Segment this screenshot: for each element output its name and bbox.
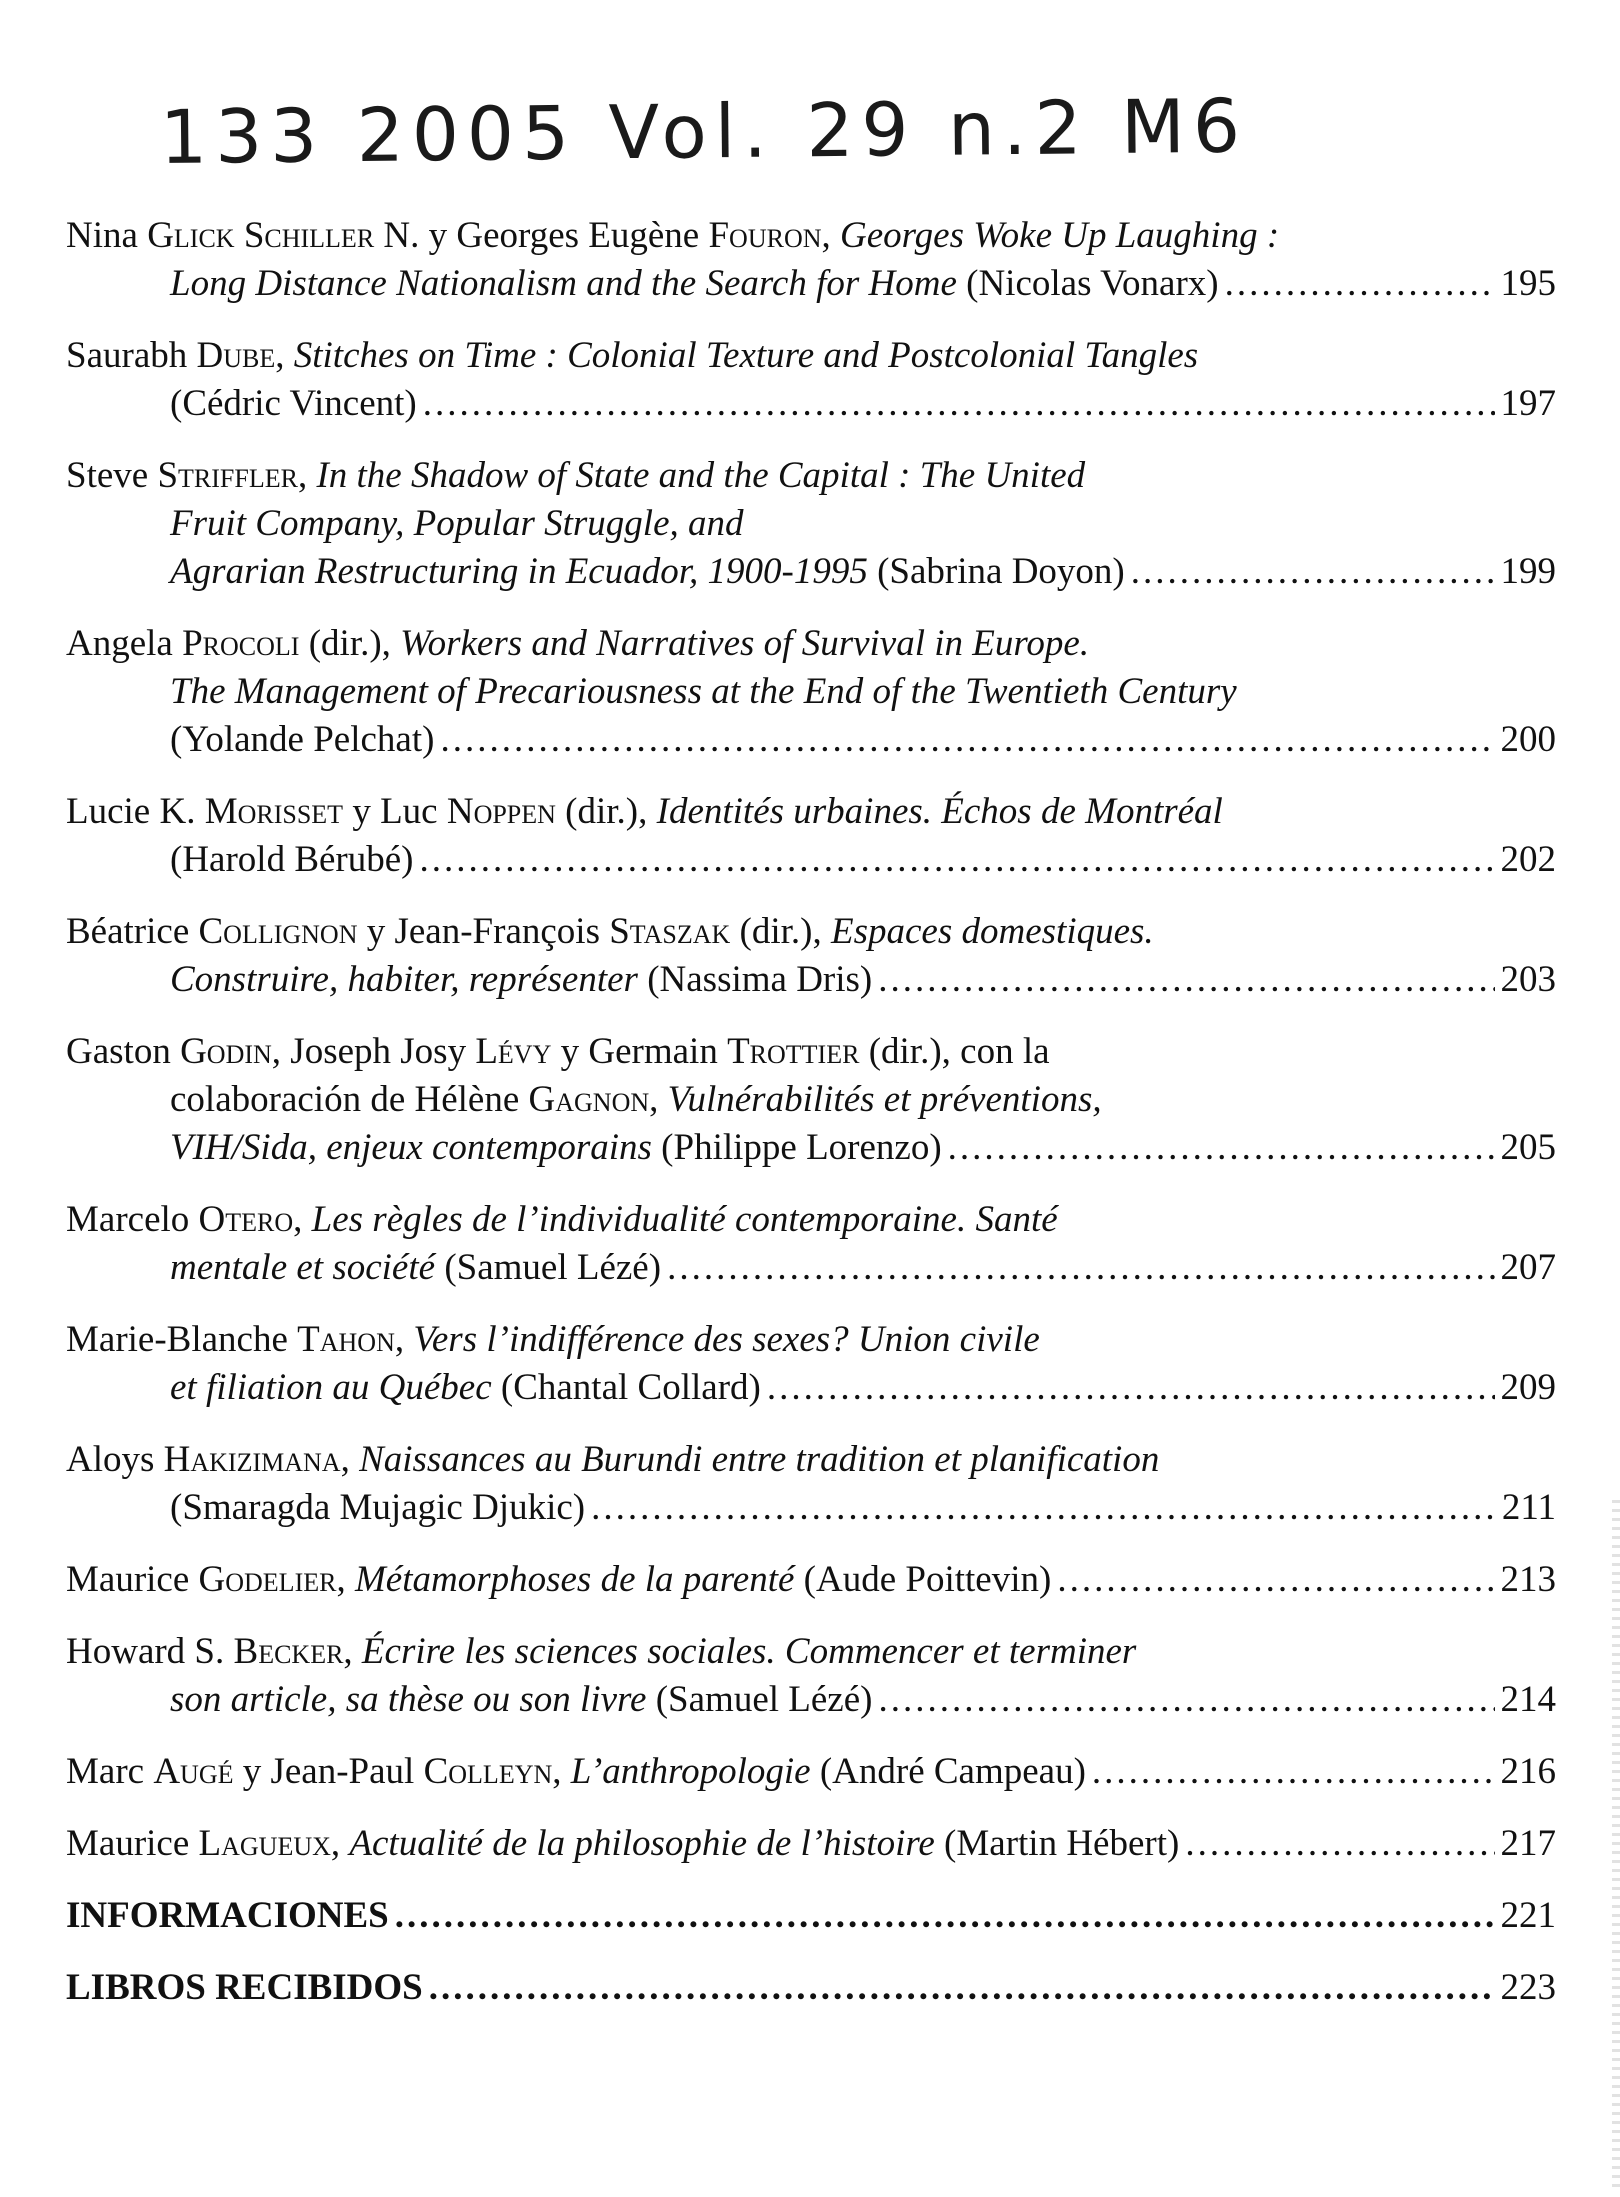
- page-number: 223: [1500, 1967, 1556, 2008]
- toc-entry-line: Saurabh Dube, Stitches on Time : Colonial Texture and Postcolonial Tangles: [66, 335, 1199, 376]
- reviewer: (Smaragda Mujagic Djukic): [170, 1487, 586, 1528]
- toc-entry-line: Marcelo Otero, Les règles de l’individualité contemporaine. Santé: [66, 1199, 1058, 1240]
- dot-leader: [1092, 1748, 1495, 1796]
- page-number: 214: [1500, 1679, 1556, 1720]
- dot-leader: [440, 716, 1494, 764]
- book-title: Georges Woke Up Laughing :: [840, 215, 1280, 256]
- toc-entry-last-line: [66, 548, 1556, 596]
- reviewer: (Nassima Dris): [637, 959, 873, 1000]
- toc-entry-last-line: [66, 716, 1556, 764]
- reviewer: (Chantal Collard): [491, 1367, 761, 1408]
- page-number: 213: [1500, 1559, 1556, 1600]
- toc-entry-line: Angela Procoli (dir.), Workers and Narratives of Survival in Europe.: [66, 623, 1090, 664]
- section-label: INFORMACIONES: [66, 1895, 389, 1936]
- toc-entry-last-line: [66, 836, 1556, 884]
- toc-entry-line: Howard S. Becker, Écrire les sciences sociales. Commencer et terminer: [66, 1631, 1137, 1672]
- page-number: 202: [1500, 839, 1556, 880]
- book-title: Construire, habiter, représenter: [170, 959, 638, 1000]
- book-title: mentale et société: [170, 1247, 436, 1288]
- toc-entry[interactable]: [66, 332, 1556, 428]
- toc-entry-line: Marie-Blanche Tahon, Vers l’indifférence des sexes? Union civile: [66, 1319, 1040, 1360]
- toc-entry-line: Steve Striffler, In the Shadow of State and the Capital : The United: [66, 455, 1086, 496]
- book-title: Stitches on Time : Colonial Texture and Postcolonial Tangles: [293, 335, 1199, 376]
- dot-leader: [591, 1484, 1496, 1532]
- toc-entry-last-line: Maurice Lagueux, Actualité de la philosophie de l’histoire (Martin Hébert) ..... 217: [66, 1820, 1556, 1868]
- dot-leader: [878, 956, 1494, 1004]
- book-title: et filiation au Québec: [170, 1367, 492, 1408]
- toc-entry-line: Nina Glick Schiller N. y Georges Eugène Fouron, Georges Woke Up Laughing :: [66, 215, 1280, 256]
- dot-leader: [667, 1244, 1494, 1292]
- reviewer: (Harold Bérubé): [170, 839, 414, 880]
- toc-entry[interactable]: [66, 908, 1556, 1004]
- table-of-contents: [66, 212, 1556, 2036]
- dot-leader: [1225, 260, 1495, 308]
- toc-entry[interactable]: [66, 1028, 1556, 1172]
- book-title: Vers l’indifférence des sexes? Union civile: [413, 1319, 1040, 1360]
- toc-entry[interactable]: [66, 788, 1556, 884]
- reviewer: (Aude Poittevin): [794, 1559, 1052, 1600]
- toc-entry[interactable]: [66, 1628, 1556, 1724]
- toc-entry-last-line: [66, 1676, 1556, 1724]
- page-number: 200: [1500, 719, 1556, 760]
- page-number: 216: [1500, 1751, 1556, 1792]
- page-number: 199: [1500, 551, 1556, 592]
- toc-entry[interactable]: [66, 1316, 1556, 1412]
- toc-entry[interactable]: [66, 1436, 1556, 1532]
- reviewer: (Samuel Lézé): [435, 1247, 662, 1288]
- page-number: 195: [1500, 263, 1556, 304]
- page-number: 207: [1500, 1247, 1556, 1288]
- dot-leader: [395, 1892, 1495, 1940]
- book-title: L’anthropologie: [570, 1751, 811, 1792]
- book-title: Naissances au Burundi entre tradition et planification: [359, 1439, 1160, 1480]
- book-title: Identités urbaines. Échos de Montréal: [656, 791, 1223, 832]
- toc-entry[interactable]: [66, 620, 1556, 764]
- toc-entry-line: The Management of Precariousness at the End of the Twentieth Century: [170, 671, 1237, 712]
- dot-leader: [1057, 1556, 1494, 1604]
- toc-entry-line: Béatrice Collignon y Jean-François Staszak (dir.), Espaces domestiques.: [66, 911, 1154, 952]
- book-title: Vulnérabilités et préventions,: [667, 1079, 1102, 1120]
- dot-leader: [767, 1364, 1495, 1412]
- book-title: VIH/Sida, enjeux contemporains: [170, 1127, 652, 1168]
- toc-entry[interactable]: [66, 452, 1556, 596]
- reviewer: (Philippe Lorenzo): [651, 1127, 942, 1168]
- book-title: Les règles de l’individualité contemporaine. Santé: [311, 1199, 1058, 1240]
- toc-entry[interactable]: [66, 1556, 1556, 1604]
- section-label: LIBROS RECIBIDOS: [66, 1967, 423, 2008]
- toc-entry-last-line: [66, 956, 1556, 1004]
- page-number: 217: [1500, 1823, 1556, 1864]
- scan-edge-artifact: [1612, 1500, 1620, 2190]
- reviewer: (Nicolas Vonarx): [956, 263, 1219, 304]
- reviewer: (Cédric Vincent): [170, 383, 417, 424]
- toc-entry[interactable]: [66, 1748, 1556, 1796]
- book-title: Agrarian Restructuring in Ecuador, 1900-1995: [170, 551, 868, 592]
- book-title: Espaces domestiques.: [831, 911, 1154, 952]
- book-title: Actualité de la philosophie de l’histoire: [349, 1823, 935, 1864]
- section-informaciones[interactable]: [66, 1892, 1556, 1940]
- page-number: 221: [1500, 1895, 1556, 1936]
- toc-entry-last-line: [66, 1124, 1556, 1172]
- toc-entry-line: colaboración de Hélène Gagnon, Vulnérabilités et préventions,: [170, 1079, 1102, 1120]
- toc-entry-last-line: Marc Augé y Jean-Paul Colleyn, L’anthropologie (André Campeau) ..... 216: [66, 1748, 1556, 1796]
- toc-entry[interactable]: [66, 1196, 1556, 1292]
- toc-entry-line: Gaston Godin, Joseph Josy Lévy y Germain Trottier (dir.), con la: [66, 1031, 1050, 1072]
- toc-entry-last-line: [66, 1484, 1556, 1532]
- dot-leader: [419, 836, 1494, 884]
- toc-entry-last-line: Maurice Godelier, Métamorphoses de la parenté (Aude Poittevin) ..... 213: [66, 1556, 1556, 1604]
- handwritten-annotation: 133 2005 Vol. 29 n.2 M6: [159, 83, 1249, 181]
- book-title: son article, sa thèse ou son livre: [170, 1679, 647, 1720]
- dot-leader: [1131, 548, 1495, 596]
- toc-entry[interactable]: [66, 1820, 1556, 1868]
- dot-leader: [1185, 1820, 1494, 1868]
- dot-leader: [429, 1964, 1495, 2012]
- page-number: 209: [1500, 1367, 1556, 1408]
- reviewer: (Martin Hébert): [934, 1823, 1180, 1864]
- toc-entry-last-line: [66, 1244, 1556, 1292]
- reviewer: (Sabrina Doyon): [867, 551, 1125, 592]
- section-libros-recibidos[interactable]: [66, 1964, 1556, 2012]
- page-number: 211: [1501, 1487, 1556, 1528]
- reviewer: (Samuel Lézé): [646, 1679, 873, 1720]
- book-title: Écrire les sciences sociales. Commencer et terminer: [361, 1631, 1137, 1672]
- toc-entry[interactable]: [66, 212, 1556, 308]
- reviewer: (André Campeau): [810, 1751, 1086, 1792]
- book-title: Métamorphoses de la parenté: [354, 1559, 795, 1600]
- toc-entry-last-line: [66, 380, 1556, 428]
- toc-entry-last-line: [66, 1364, 1556, 1412]
- book-title: Workers and Narratives of Survival in Europe.: [400, 623, 1090, 664]
- page-number: 205: [1500, 1127, 1556, 1168]
- book-title: In the Shadow of State and the Capital : The United: [316, 455, 1086, 496]
- dot-leader: [948, 1124, 1495, 1172]
- dot-leader: [878, 1676, 1494, 1724]
- page-number: 203: [1500, 959, 1556, 1000]
- toc-entry-line: Lucie K. Morisset y Luc Noppen (dir.), Identités urbaines. Échos de Montréal: [66, 791, 1223, 832]
- toc-entry-line: Fruit Company, Popular Struggle, and: [170, 503, 744, 544]
- toc-entry-line: Aloys Hakizimana, Naissances au Burundi entre tradition et planification: [66, 1439, 1160, 1480]
- page-number: 197: [1500, 383, 1556, 424]
- reviewer: (Yolande Pelchat): [170, 719, 435, 760]
- dot-leader: [423, 380, 1495, 428]
- toc-entry-last-line: [66, 260, 1556, 308]
- book-title: Long Distance Nationalism and the Search for Home: [170, 263, 957, 304]
